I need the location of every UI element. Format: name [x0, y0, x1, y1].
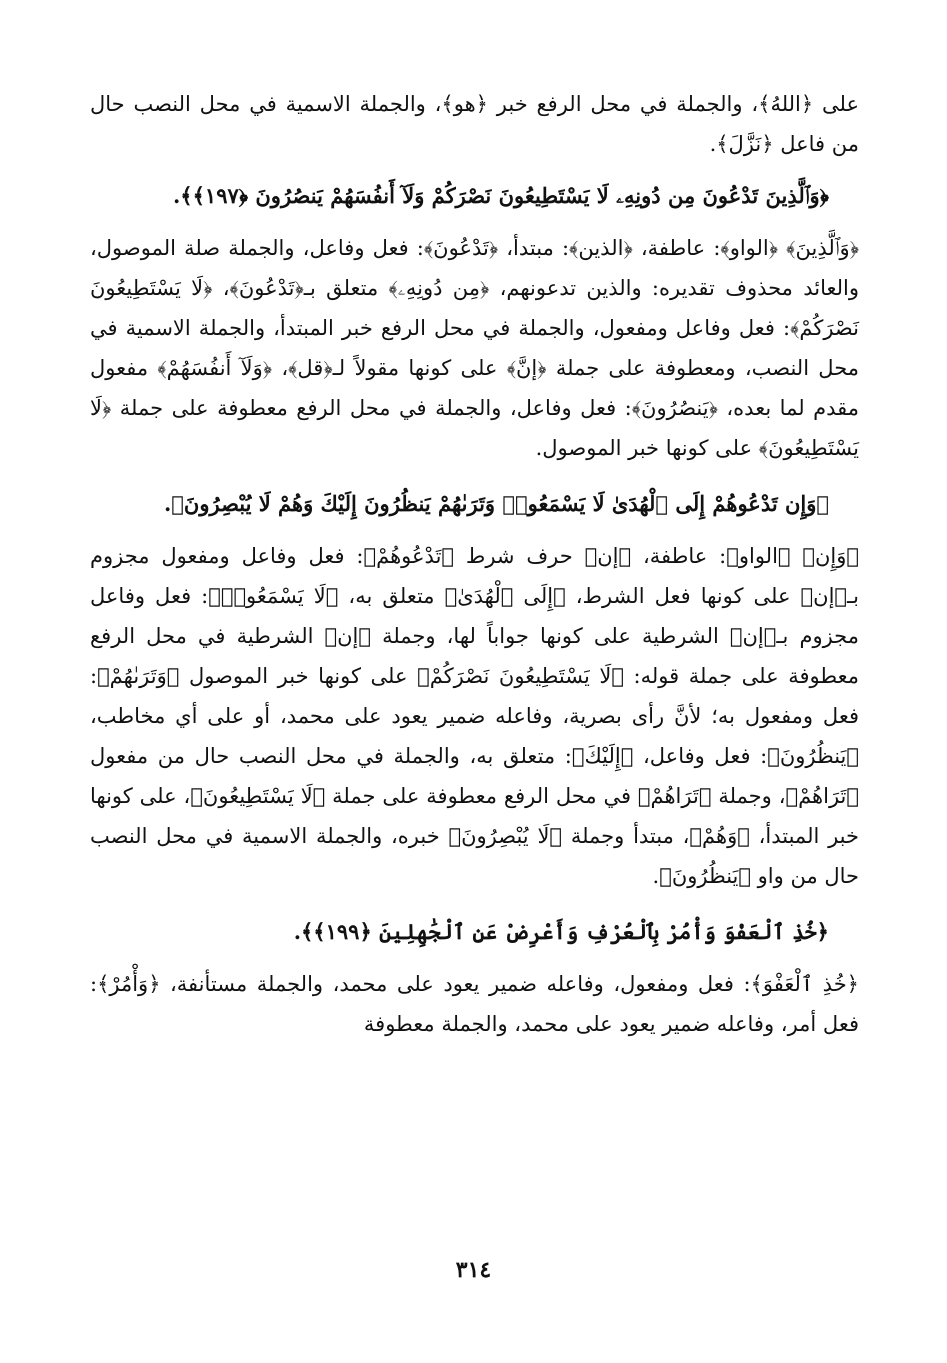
paragraph-parsing-199: ﴿خُذِ ٱلْعَفْوَ﴾: فعل ومفعول، وفاعله ضمير يعود على محمد، والجملة مستأنفة، ﴿وَأْمُرْ﴾: فعل أمر، وفاعله ضمير يعود على محمد، والجملة معطوفة	[90, 972, 859, 1036]
page-body	[90, 84, 859, 1323]
verse-197: ﴿وَٱلَّذِينَ تَدْعُونَ مِن دُونِهِۦ لَا يَسْتَطِيعُونَ نَصْرَكُمْ وَلَآ أَنفُسَهُمْ يَنصُرُونَ ﴿١٩٧﴾﴾.	[173, 183, 829, 208]
paragraph-parsing-197: ﴿وَٱلَّذِينَ﴾ ﴿الواو﴾: عاطفة، ﴿الذين﴾: مبتدأ، ﴿تَدْعُونَ﴾: فعل وفاعل، والجملة صلة الموصول، والعائد محذوف تقديره: والذين تدعونهم، ﴿مِن دُونِهِۦ﴾ متعلق بـ﴿تَدْعُونَ﴾، ﴿لَا يَسْتَطِيعُونَ نَصْرَكُمْ﴾: فعل وفاعل ومفعول، والجملة في محل الرفع خبر المبتدأ، والجملة الاسمية في محل النصب، ومعطوفة على جملة ﴿إنَّ﴾ على كونها مقولاً لـ﴿قل﴾، ﴿وَلَآ أَنفُسَهُمْ﴾ مفعول مقدم لما بعده، ﴿يَنصُرُونَ﴾: فعل وفاعل، والجملة في محل الرفع معطوفة على جملة ﴿لَا يَسْتَطِيعُونَ﴾ على كونها خبر الموصول.	[90, 236, 859, 460]
paragraph-continuation: على ﴿اللهُ﴾، والجملة في محل الرفع خبر ﴿هو﴾، والجملة الاسمية في محل النصب حال من فاعل ﴿نَزَّلَ﴾.	[90, 92, 859, 156]
verse-198: ﴿وَإِن تَدْعُوهُمْ إِلَى ٱلْهُدَىٰ لَا يَسْمَعُوا۟ وَتَرَىٰهُمْ يَنظُرُونَ إِلَيْكَ وَهُمْ لَا يُبْصِرُونَ﴾.	[164, 491, 829, 516]
paragraph-parsing-198: ﴿وَإِن﴾ ﴿الواو﴾: عاطفة، ﴿إن﴾ حرف شرط ﴿تَدْعُوهُمْ﴾: فعل وفاعل ومفعول مجزوم بـ﴿إن﴾ على كونها فعل الشرط، ﴿إِلَى ٱلْهُدَىٰ﴾ متعلق به، ﴿لَا يَسْمَعُوا۟﴾: فعل وفاعل مجزوم بـ﴿إن﴾ الشرطية على كونها جواباً لها، وجملة ﴿إن﴾ الشرطية في محل الرفع معطوفة على جملة قوله: ﴿لَا يَسْتَطِيعُونَ نَصْرَكُمْ﴾ على كونها خبر الموصول ﴿وَتَرَىٰهُمْ﴾: فعل ومفعول به؛ لأنَّ رأى بصرية، وفاعله ضمير يعود على محمد، أو على أي مخاطب، ﴿يَنظُرُونَ﴾: فعل وفاعل، ﴿إِلَيْكَ﴾: متعلق به، والجملة في محل النصب حال من مفعول ﴿تَرَاهُمْ﴾، وجملة ﴿تَرَاهُمْ﴾ في محل الرفع معطوفة على جملة ﴿لَا يَسْتَطِيعُونَ﴾، على كونها خبر المبتدأ، ﴿وَهُمْ﴾، مبتدأ وجملة ﴿لَا يُبْصِرُونَ﴾ خبره، والجملة الاسمية في محل النصب حال من واو ﴿يَنظُرُونَ﴾.	[90, 544, 859, 888]
page-number: ٣١٤	[455, 1257, 492, 1283]
verse-199: ﴿خُذِ ٱلْعَفْوَ وَأْمُرْ بِٱلْعُرْفِ وَأَعْرِضْ عَنِ ٱلْجَٰهِلِينَ ﴿١٩٩﴾﴾.	[293, 919, 829, 944]
